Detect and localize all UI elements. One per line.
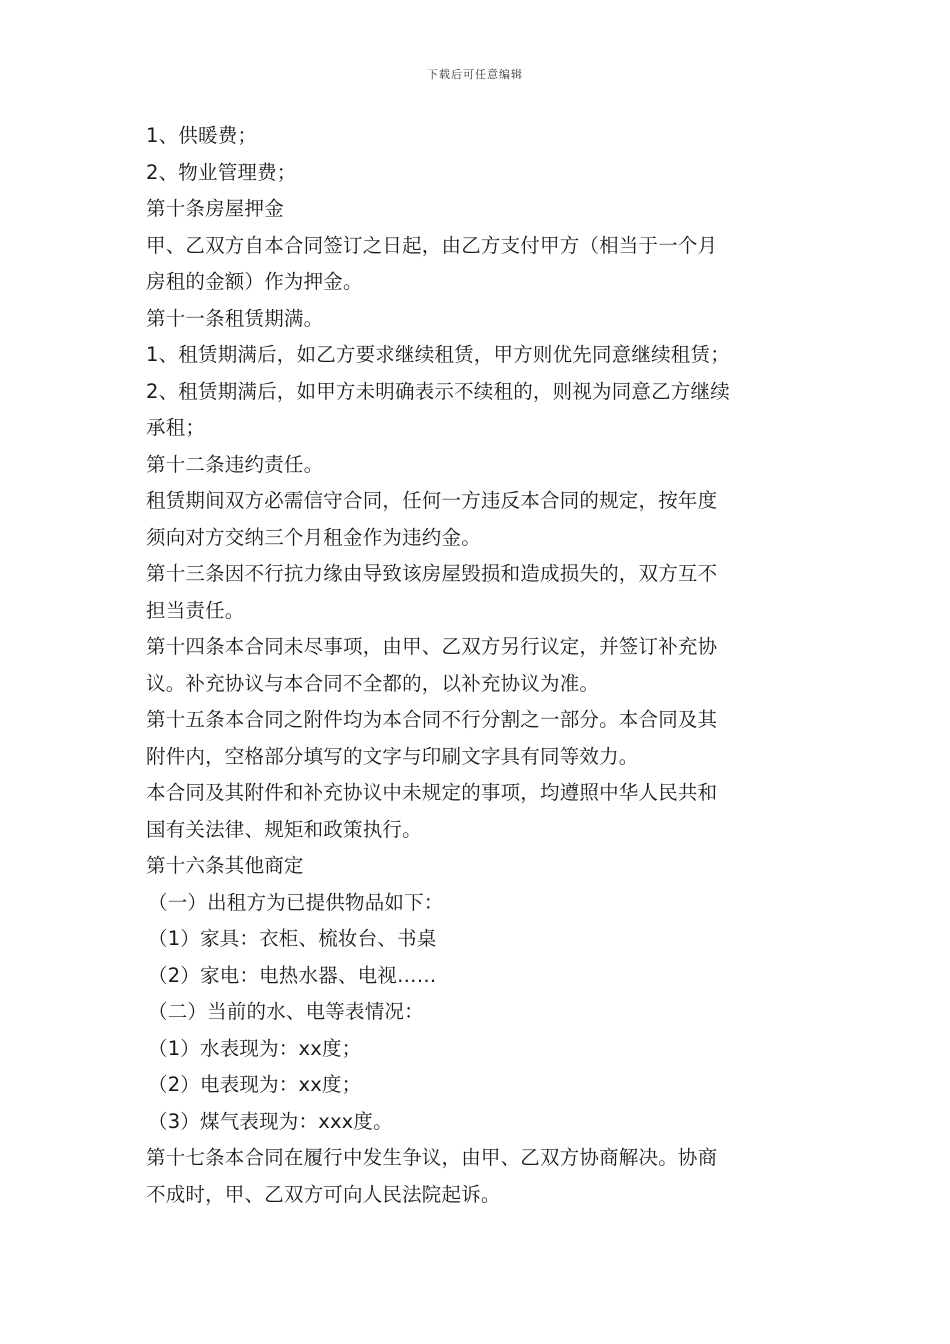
section-heading: 第十四条本合同未尽事项，由甲、乙双方另行议定，并签订补充协 <box>146 635 718 658</box>
section-heading: 第十六条其他商定 <box>146 854 304 877</box>
document-body <box>146 118 812 1213</box>
section-heading: 第十一条租赁期满。 <box>146 306 324 330</box>
document-line: 国有关法律、规矩和政策执行。 <box>146 817 422 841</box>
document-line: 1、租赁期满后，如乙方要求继续租赁，甲方则优先同意继续租赁； <box>146 343 730 366</box>
document-line: 议。补充协议与本合同不全都的，以补充协议为准。 <box>146 671 600 695</box>
document-line: 房租的金额）作为押金。 <box>146 270 363 293</box>
section-heading: 第十二条违约责任。 <box>146 452 324 476</box>
document-line: 须向对方交纳三个月租金作为违约金。 <box>146 525 481 549</box>
document-line: 附件内，空格部分填写的文字与印刷文字具有同等效力。 <box>146 744 639 768</box>
list-item: （二）当前的水、电等表情况： <box>148 1000 424 1023</box>
document-line: 承租； <box>146 416 206 439</box>
document-line: 2、租赁期满后，如甲方未明确表示不续租的，则视为同意乙方继续 <box>146 379 730 403</box>
list-item: （2）家电：电热水器、电视…… <box>148 963 437 987</box>
section-heading: 第十条房屋押金 <box>146 197 284 220</box>
document-line: 担当责任。 <box>146 598 245 622</box>
list-item: （一）出租方为已提供物品如下： <box>148 890 444 914</box>
list-item: （1）家具：衣柜、梳妆台、书桌 <box>148 927 437 950</box>
document-line: 租赁期间双方必需信守合同，任何一方违反本合同的规定，按年度 <box>146 489 718 512</box>
document-line: 1、供暖费； <box>146 124 258 147</box>
list-item: （2）电表现为：xx度； <box>148 1073 362 1096</box>
document-line: 2、物业管理费； <box>146 160 297 184</box>
list-item: （3）煤气表现为：xxx度。 <box>148 1109 393 1133</box>
document-line: 甲、乙双方自本合同签订之日起，由乙方支付甲方（相当于一个月 <box>146 233 718 257</box>
page-header-note: 下载后可任意编辑 <box>427 68 523 81</box>
list-item: （1）水表现为：xx度； <box>148 1036 362 1060</box>
section-heading: 第十三条因不行抗力缘由导致该房屋毁损和造成损失的，双方互不 <box>146 562 718 585</box>
section-heading: 第十五条本合同之附件均为本合同不行分割之一部分。本合同及其 <box>146 708 718 731</box>
document-line: 不成时，甲、乙双方可向人民法院起诉。 <box>146 1182 501 1206</box>
document-line: 本合同及其附件和补充协议中未规定的事项，均遵照中华人民共和 <box>146 781 718 804</box>
section-heading: 第十七条本合同在履行中发生争议，由甲、乙双方协商解决。协商 <box>146 1146 718 1169</box>
